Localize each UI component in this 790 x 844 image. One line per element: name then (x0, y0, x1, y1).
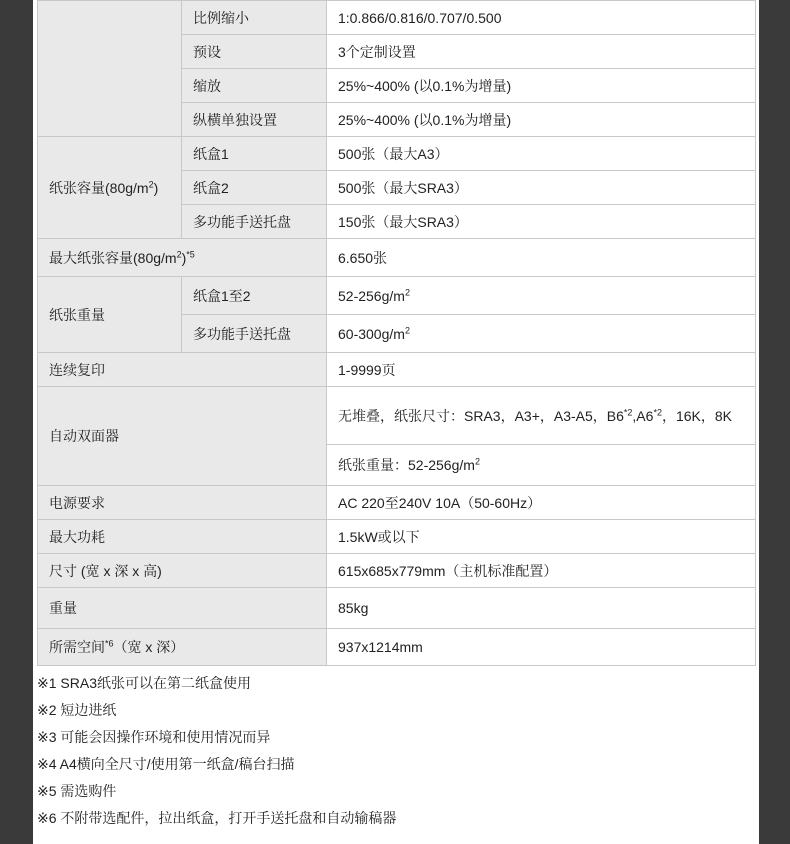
table-row (38, 486, 756, 520)
row-value: 无堆叠，纸张尺寸：SRA3，A3+，A3-A5，B6$^{*2}$,A6$^{*2}$，16K，8K (327, 387, 756, 445)
group-label-paper-weight: 纸张重量 (38, 277, 182, 353)
row-value: 3个定制设置 (327, 35, 756, 69)
row-value: 6.650张 (327, 239, 756, 277)
row-label: 纸盒1至2 (182, 277, 327, 315)
spec-table (37, 0, 756, 666)
footnotes (37, 670, 396, 832)
table-row (38, 588, 756, 629)
group-label-space: 所需空间$^{*6}$（宽 x 深） (38, 629, 327, 666)
row-value: 85kg (327, 588, 756, 629)
table-row (38, 239, 756, 277)
row-value: 937x1214mm (327, 629, 756, 666)
group-label-max-capacity: 最大纸张容量$(80g/m^2)^{*5}$ (38, 239, 327, 277)
table-row (38, 387, 756, 445)
spec-page (33, 0, 759, 844)
row-label: 多功能手送托盘 (182, 205, 327, 239)
row-value: $60-300g/m^2$ (327, 315, 756, 353)
row-label: 纸盒1 (182, 137, 327, 171)
row-value: 1-9999页 (327, 353, 756, 387)
row-label: 缩放 (182, 69, 327, 103)
row-value: 纸张重量：$52-256g/m^2$ (327, 445, 756, 486)
footnote: ※5 需选购件 (37, 783, 117, 799)
row-label: 多功能手送托盘 (182, 315, 327, 353)
group-label-weight: 重量 (38, 588, 327, 629)
table-row (38, 520, 756, 554)
row-value: 25%~400% (以0.1%为增量) (327, 103, 756, 137)
table-row (38, 353, 756, 387)
row-label: 纵横单独设置 (182, 103, 327, 137)
row-value: 150张（最大SRA3） (327, 205, 756, 239)
footnote: ※4 A4横向全尺寸/使用第一纸盒/稿台扫描 (37, 756, 295, 772)
row-value: AC 220至240V 10A（50-60Hz） (327, 486, 756, 520)
row-label: 预设 (182, 35, 327, 69)
group-label-duplex: 自动双面器 (38, 387, 327, 486)
row-value: 1:0.866/0.816/0.707/0.500 (327, 1, 756, 35)
row-label: 比例缩小 (182, 1, 327, 35)
table-row (38, 1, 756, 35)
row-value: 615x685x779mm（主机标准配置） (327, 554, 756, 588)
row-value: 500张（最大A3） (327, 137, 756, 171)
table-row (38, 137, 756, 171)
footnote: ※6 不附带选配件，拉出纸盒，打开手送托盘和自动输稿器 (37, 810, 397, 826)
group-label-paper-capacity: 纸张容量$(80g/m^2)$ (38, 137, 182, 239)
row-value: 500张（最大SRA3） (327, 171, 756, 205)
row-value: $52-256g/m^2$ (327, 277, 756, 315)
group-cell-reduction (38, 1, 182, 137)
table-row (38, 277, 756, 315)
group-label-power: 电源要求 (38, 486, 327, 520)
group-label-power-consumption: 最大功耗 (38, 520, 327, 554)
footnote: ※3 可能会因操作环境和使用情况而异 (37, 729, 271, 745)
footnote: ※2 短边进纸 (37, 702, 117, 718)
footnote: ※1 SRA3纸张可以在第二纸盒使用 (37, 675, 251, 691)
group-label-dimensions: 尺寸 (宽 x 深 x 高) (38, 554, 327, 588)
table-row (38, 554, 756, 588)
table-row (38, 629, 756, 666)
group-label-continuous-copy: 连续复印 (38, 353, 327, 387)
row-value: 1.5kW或以下 (327, 520, 756, 554)
row-value: 25%~400% (以0.1%为增量) (327, 69, 756, 103)
row-label: 纸盒2 (182, 171, 327, 205)
